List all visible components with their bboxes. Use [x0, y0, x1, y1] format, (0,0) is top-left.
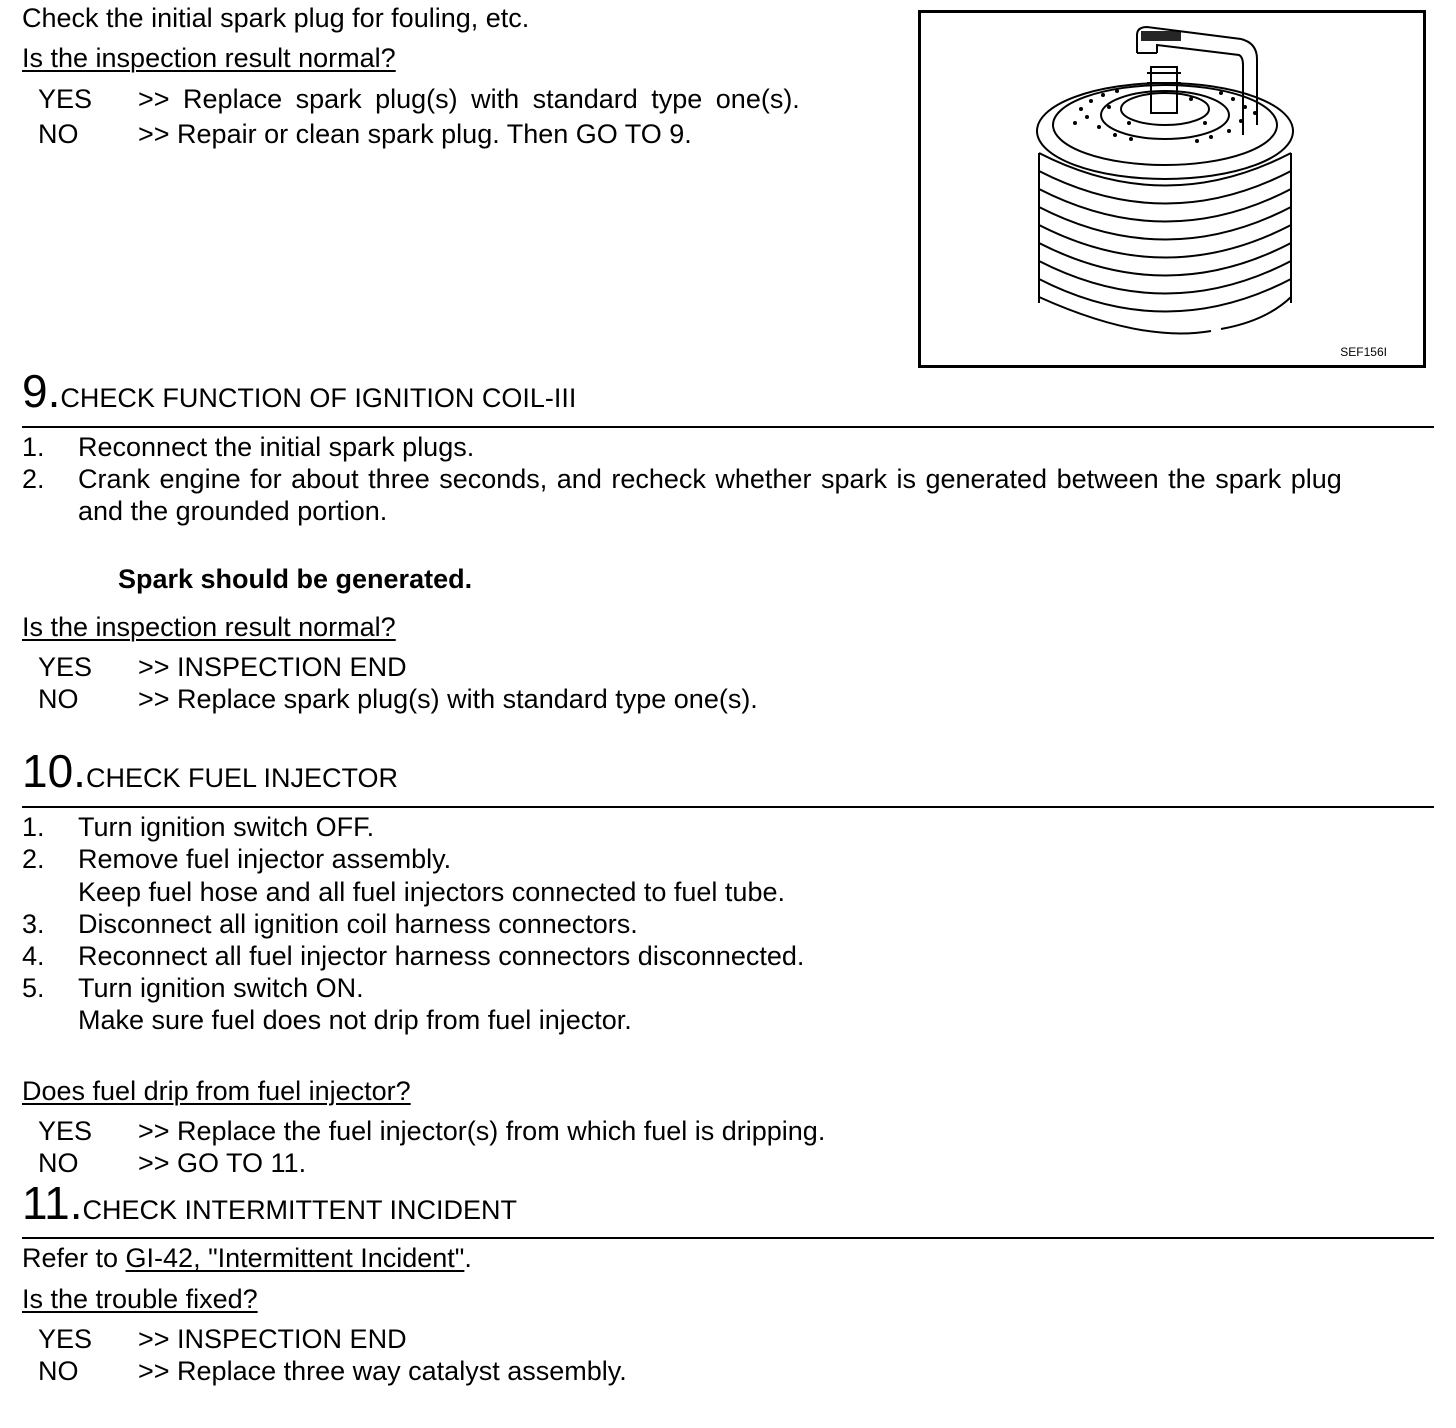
intro-no-label: NO — [38, 119, 79, 149]
step11-question: Is the trouble fixed? — [22, 1284, 258, 1314]
step11-rule — [22, 1237, 1434, 1239]
spark-plug-illustration — [921, 13, 1423, 365]
step10-item2-text: Remove fuel injector assembly. — [78, 844, 452, 874]
intermittent-incident-link[interactable]: GI-42, "Intermittent Incident" — [125, 1243, 465, 1273]
step11-no-label: NO — [38, 1356, 79, 1386]
step10-item4-text: Reconnect all fuel injector harness connectors disconnected. — [78, 941, 805, 971]
step10-item1-text: Turn ignition switch OFF. — [78, 812, 375, 842]
step10-item2-text-cont: Keep fuel hose and all fuel injectors connected to fuel tube. — [78, 877, 785, 907]
step10-yes-label: YES — [38, 1116, 93, 1146]
step11-refer-suffix: . — [464, 1243, 472, 1273]
intro-text: Check the initial spark plug for fouling, etc. — [22, 3, 530, 33]
step9-rule — [22, 426, 1434, 428]
step9-heading — [22, 365, 577, 417]
intro-question: Is the inspection result normal? — [22, 43, 396, 73]
step9-no-label: NO — [38, 684, 79, 714]
step9-spec: Spark should be generated. — [118, 564, 473, 594]
step9-yes-label: YES — [38, 652, 93, 682]
spark-plug-figure — [918, 10, 1426, 368]
step11-heading — [22, 1177, 518, 1229]
step9-item1-text: Reconnect the initial spark plugs. — [78, 432, 475, 462]
step10-rule — [22, 806, 1434, 808]
step10-no-answer: >> GO TO 11. — [138, 1148, 307, 1178]
step10-question: Does fuel drip from fuel injector? — [22, 1076, 411, 1106]
step11-refer-prefix: Refer to — [22, 1243, 126, 1273]
step10-item5-text-cont: Make sure fuel does not drip from fuel injector. — [78, 1005, 632, 1035]
step9-item2-text-cont: and the grounded portion. — [78, 496, 388, 526]
step10-item2-num: 2. — [22, 844, 45, 874]
step9-no-answer: >> Replace spark plug(s) with standard type one(s). — [138, 684, 758, 714]
step11-yes-answer: >> INSPECTION END — [138, 1324, 407, 1354]
step10-item5-num: 5. — [22, 973, 45, 1003]
step11-title: CHECK INTERMITTENT INCIDENT — [82, 1195, 518, 1225]
step9-title: CHECK FUNCTION OF IGNITION COIL-III — [60, 383, 577, 413]
step9-item1-num: 1. — [22, 432, 45, 462]
step9-number: 9. — [22, 365, 61, 417]
step10-heading — [22, 745, 398, 797]
step10-item1-num: 1. — [22, 812, 45, 842]
step9-question: Is the inspection result normal? — [22, 612, 396, 642]
step9-item2-text: Crank engine for about three seconds, and recheck whether spark is generated between the spark plug — [78, 464, 1342, 494]
step11-number: 11. — [22, 1177, 83, 1229]
step11-refer — [22, 1245, 472, 1272]
step10-item4-num: 4. — [22, 941, 45, 971]
intro-no-answer: >> Repair or clean spark plug. Then GO TO 9. — [138, 119, 692, 149]
intro-yes-label: YES — [38, 84, 93, 114]
intro-yes-answer: >> Replace spark plug(s) with standard type one(s). — [138, 84, 800, 114]
step10-item5-text: Turn ignition switch ON. — [78, 973, 364, 1003]
step11-no-answer: >> Replace three way catalyst assembly. — [138, 1356, 627, 1386]
step9-yes-answer: >> INSPECTION END — [138, 652, 407, 682]
figure-code: SEF156I — [1340, 345, 1387, 359]
step10-number: 10. — [22, 745, 86, 797]
step10-item3-text: Disconnect all ignition coil harness connectors. — [78, 909, 638, 939]
step9-item2-num: 2. — [22, 464, 45, 494]
step10-yes-answer: >> Replace the fuel injector(s) from which fuel is dripping. — [138, 1116, 826, 1146]
step11-yes-label: YES — [38, 1324, 93, 1354]
step10-title: CHECK FUEL INJECTOR — [85, 763, 398, 793]
step10-no-label: NO — [38, 1148, 79, 1178]
step10-item3-num: 3. — [22, 909, 45, 939]
